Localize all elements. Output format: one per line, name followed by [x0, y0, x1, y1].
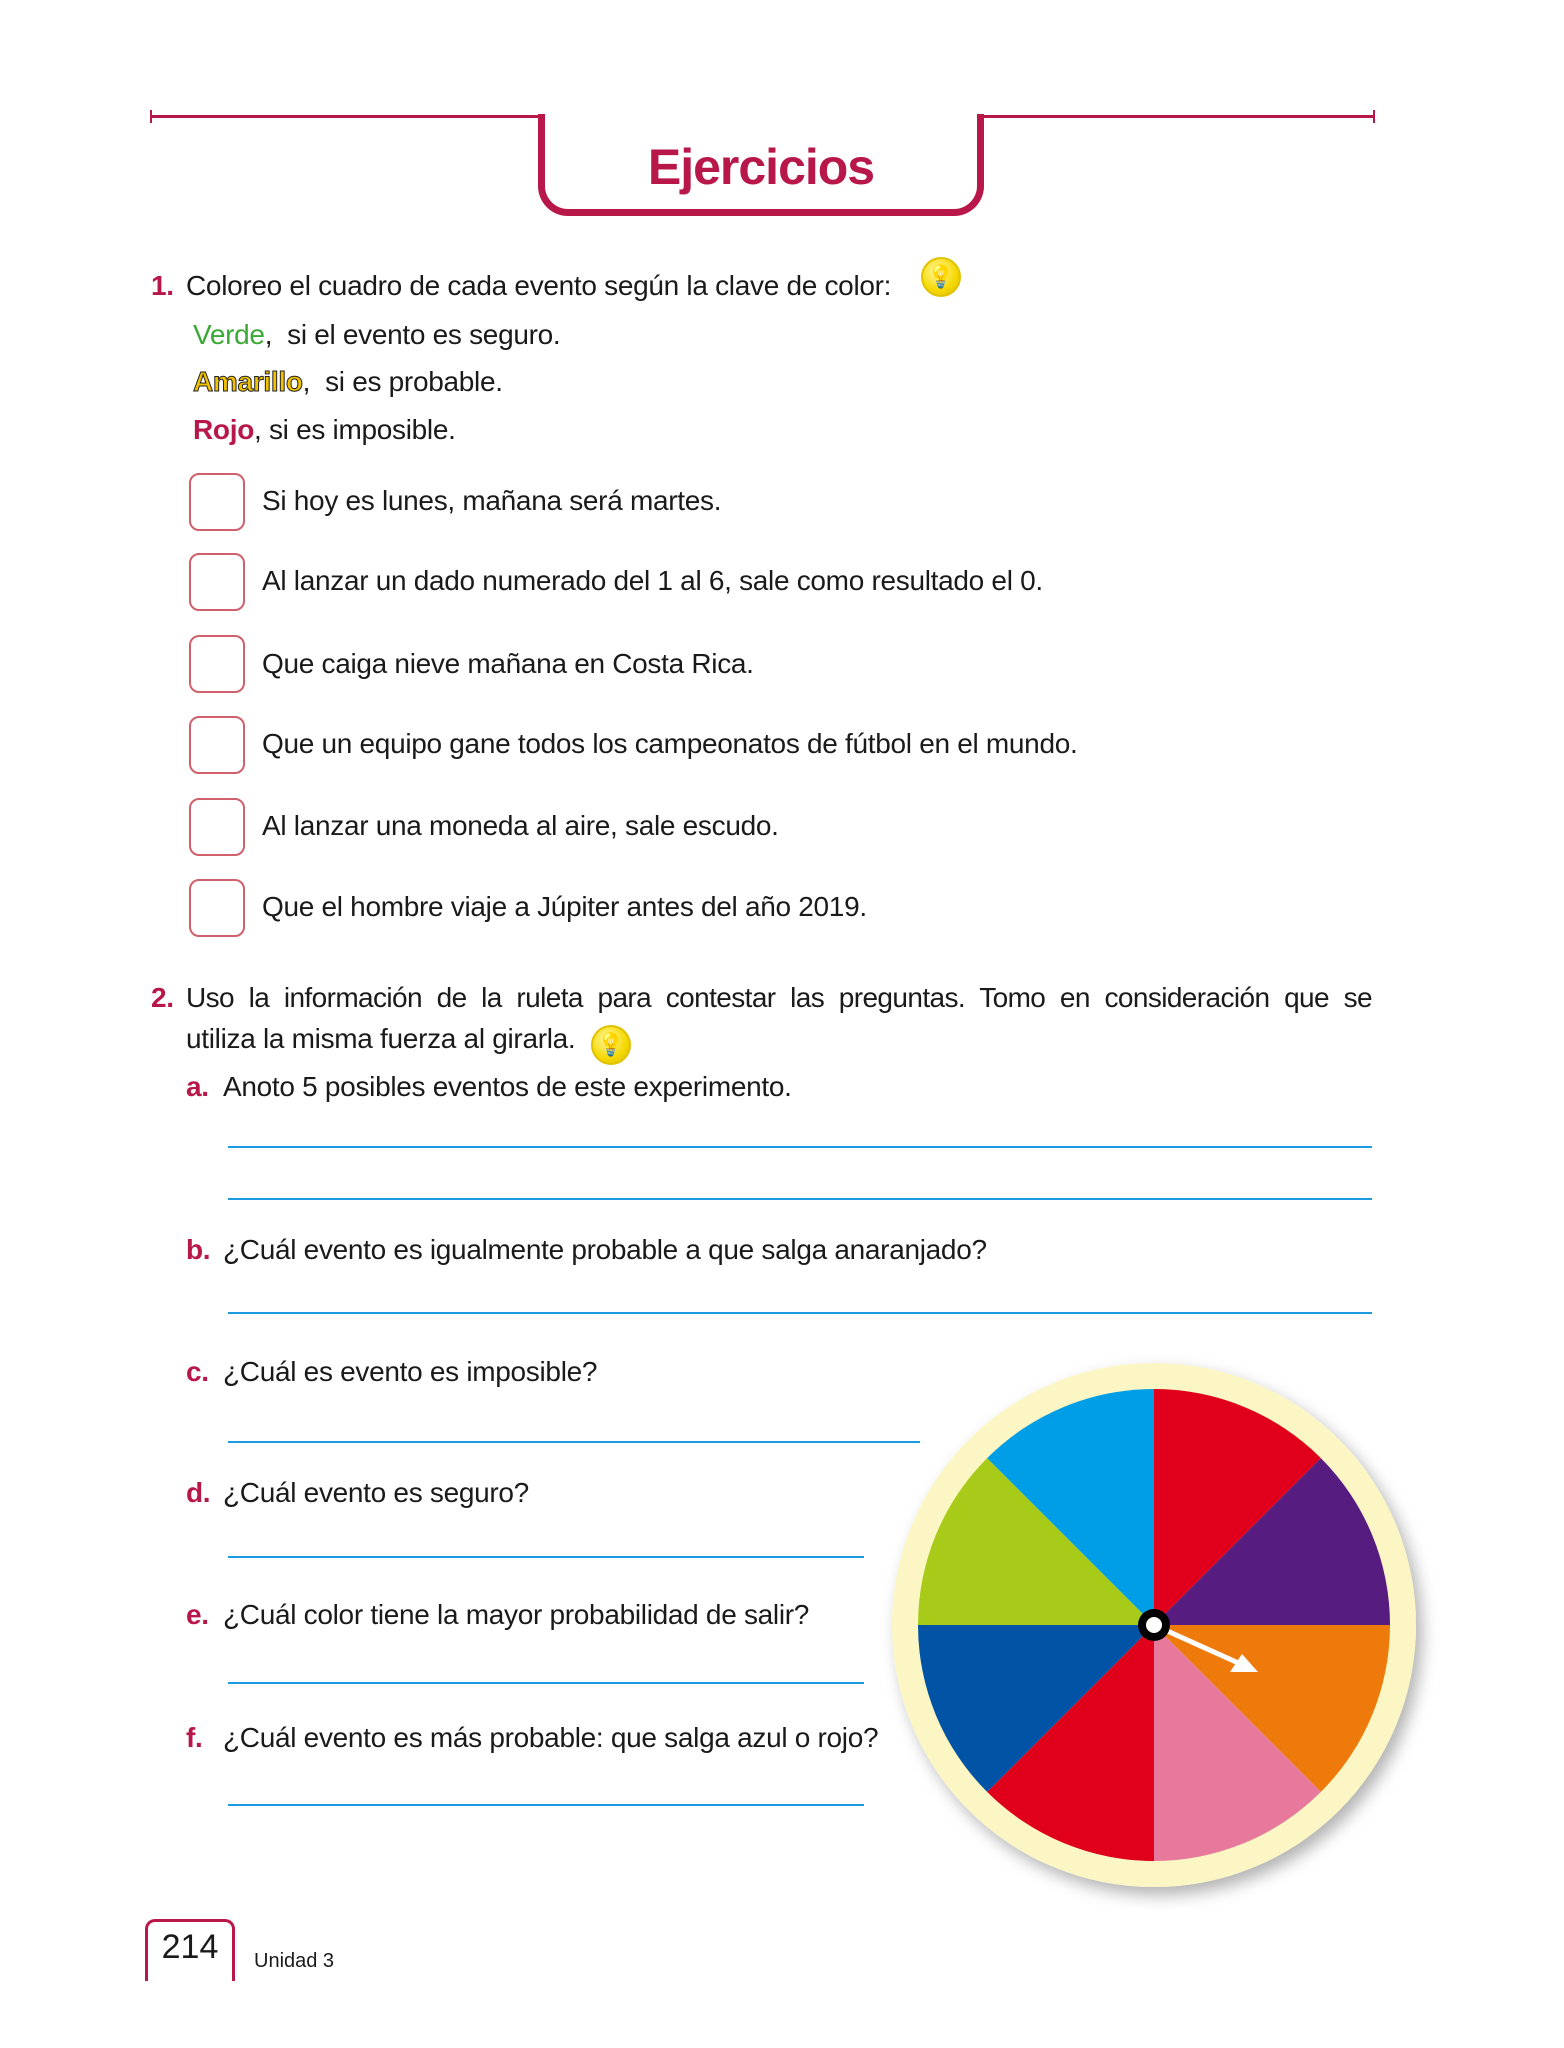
- answer-line[interactable]: [228, 1804, 864, 1806]
- part-text: ¿Cuál es evento es imposible?: [223, 1356, 598, 1387]
- event-text: Al lanzar un dado numerado del 1 al 6, sale como resultado el 0.: [262, 565, 1043, 596]
- part-letter: b.: [186, 1234, 211, 1265]
- part-text: ¿Cuál evento es igualmente probable a que salga anaranjado?: [223, 1234, 987, 1265]
- question-number: 2.: [151, 982, 174, 1013]
- key-red: Rojo, si es imposible.: [193, 414, 456, 445]
- lightbulb-icon: 💡: [591, 1025, 631, 1065]
- key-word: Amarillo: [193, 366, 303, 397]
- color-box[interactable]: [189, 798, 245, 856]
- spinner-hub-center: [1146, 1617, 1162, 1633]
- answer-line[interactable]: [228, 1441, 920, 1443]
- color-box[interactable]: [189, 553, 245, 611]
- color-box[interactable]: [189, 473, 245, 531]
- rule-end: [150, 110, 152, 123]
- key-green: Verde, si el evento es seguro.: [193, 319, 561, 350]
- event-text: Que el hombre viaje a Júpiter antes del año 2019.: [262, 891, 867, 922]
- event-text: Al lanzar una moneda al aire, sale escudo.: [262, 810, 779, 841]
- question-number: 1.: [151, 270, 174, 301]
- part-letter: c.: [186, 1356, 209, 1387]
- part-text: ¿Cuál evento es más probable: que salga azul o rojo?: [223, 1722, 879, 1753]
- answer-line[interactable]: [228, 1146, 1372, 1148]
- key-text: si es imposible.: [268, 414, 456, 445]
- color-box[interactable]: [189, 635, 245, 693]
- lightbulb-icon: 💡: [921, 257, 961, 297]
- part-letter: d.: [186, 1477, 211, 1508]
- unit-label: Unidad 3: [254, 1950, 335, 1972]
- event-text: Que un equipo gane todos los campeonatos de fútbol en el mundo.: [262, 728, 1078, 759]
- key-text: si es probable.: [325, 366, 503, 397]
- key-text: si el evento es seguro.: [287, 319, 561, 350]
- page-number: 214: [161, 1928, 219, 1966]
- part-letter: a.: [186, 1071, 209, 1102]
- part-text: ¿Cuál color tiene la mayor probabilidad de salir?: [223, 1599, 810, 1630]
- rule-end: [1373, 110, 1375, 123]
- color-box[interactable]: [189, 716, 245, 774]
- key-word: Rojo: [193, 414, 255, 445]
- color-box[interactable]: [189, 879, 245, 937]
- event-text: Que caiga nieve mañana en Costa Rica.: [262, 648, 754, 679]
- question-prompt: Uso la información de la ruleta para contestar las preguntas. Tomo en consideración que se: [186, 982, 1372, 1013]
- part-letter: f.: [186, 1722, 203, 1753]
- event-text: Si hoy es lunes, mañana será martes.: [262, 485, 722, 516]
- key-yellow: Amarillo, si es probable.: [193, 366, 503, 397]
- key-word: Verde: [193, 319, 265, 350]
- question-prompt: Coloreo el cuadro de cada evento según la clave de color:: [186, 270, 892, 301]
- part-text: ¿Cuál evento es seguro?: [223, 1477, 529, 1508]
- answer-line[interactable]: [228, 1682, 864, 1684]
- part-letter: e.: [186, 1599, 209, 1630]
- answer-line[interactable]: [228, 1312, 1372, 1314]
- spinner-wheel: [880, 1350, 1440, 1910]
- answer-line[interactable]: [228, 1556, 864, 1558]
- part-text: Anoto 5 posibles eventos de este experimento.: [223, 1071, 792, 1102]
- page-title: Ejercicios: [647, 139, 875, 195]
- answer-line[interactable]: [228, 1198, 1372, 1200]
- question-prompt: utiliza la misma fuerza al girarla.: [186, 1023, 576, 1054]
